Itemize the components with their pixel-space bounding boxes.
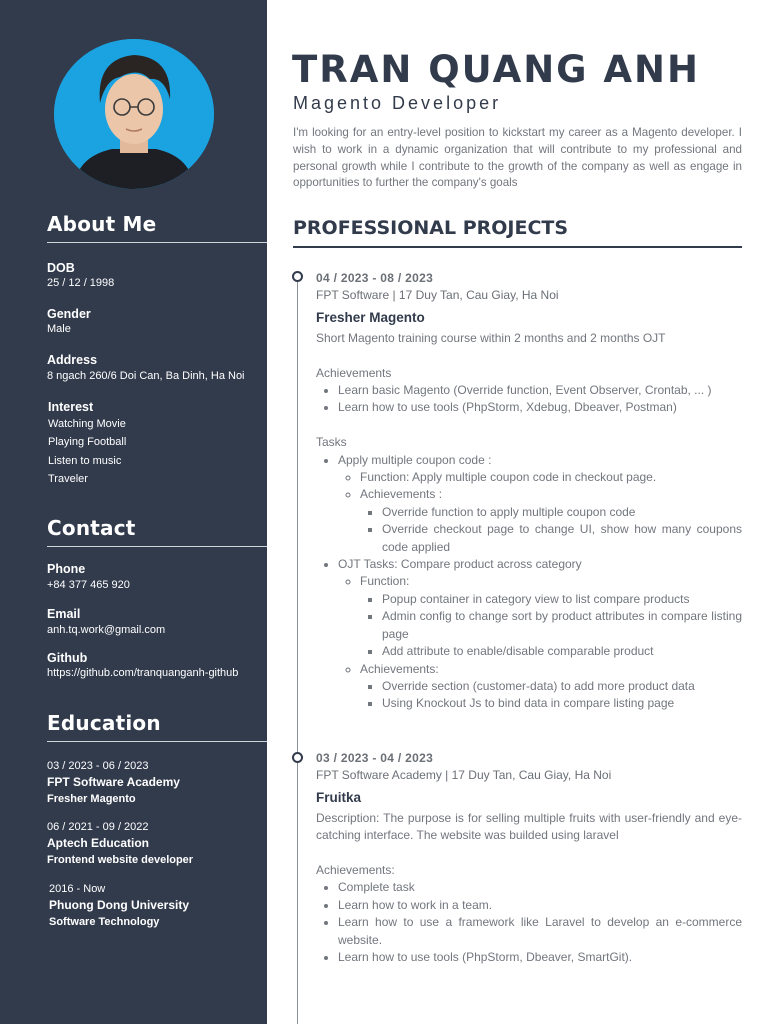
education-school: Phuong Dong University <box>49 898 190 912</box>
list-item: ▪ Admin config to change sort by product attributes in compare listing page <box>382 608 742 643</box>
sidebar <box>0 0 267 1024</box>
project-role: Fresher Magento <box>316 309 425 325</box>
timeline-dot-icon <box>292 752 303 763</box>
gender-value: Male <box>47 323 71 335</box>
list-item: • Learn how to use a framework like Laravel to develop an e-commerce website. <box>338 914 742 949</box>
list-item: ▪ Override section (customer-data) to add more product data <box>382 678 742 695</box>
tasks-label: Tasks <box>316 435 347 450</box>
gender-label: Gender <box>47 307 91 321</box>
timeline-dot-icon <box>292 271 303 282</box>
projects-divider <box>293 246 742 248</box>
interest-item: Listen to music <box>48 454 122 467</box>
email-link[interactable]: anh.tq.work@gmail.com <box>47 624 166 636</box>
project-date: 04 / 2023 - 08 / 2023 <box>316 271 434 285</box>
education-date: 06 / 2021 - 09 / 2022 <box>47 821 149 833</box>
project-description: Description: The purpose is for selling multiple fruits with user-friendly and eye-catching interface. The website was builded using laravel <box>316 810 742 843</box>
list-item: • Learn how to use tools (PhpStorm, Xdebug, Dbeaver, Postman) <box>338 399 742 416</box>
timeline-line <box>297 277 298 1024</box>
education-role: Frontend website developer <box>47 854 194 866</box>
achievements-label: Achievements <box>316 365 392 380</box>
phone-label: Phone <box>47 562 86 576</box>
dob-label: DOB <box>47 261 75 275</box>
education-role: Software Technology <box>49 916 160 928</box>
github-link[interactable]: https://github.com/tranquanganh-github <box>47 667 239 679</box>
list-item: • Learn how to work in a team. <box>338 897 742 914</box>
phone-value[interactable]: +84 377 465 920 <box>47 579 130 591</box>
candidate-name: TRAN QUANG ANH <box>292 48 700 91</box>
education-heading: Education <box>47 711 161 735</box>
email-label: Email <box>47 607 81 621</box>
list-item: • Learn how to use tools (PhpStorm, Dbeaver, SmartGit). <box>338 949 742 966</box>
sub-label: Achievements: <box>360 661 439 676</box>
list-item: ◦ Function: Apply multiple coupon code in checkout page. <box>360 469 742 486</box>
list-item: ▪ Popup container in category view to list compare products <box>382 591 742 608</box>
interest-label: Interest <box>48 400 94 414</box>
tasks-list <box>316 452 742 713</box>
list-item <box>360 661 742 713</box>
education-item <box>47 820 262 869</box>
list-item: ▪ Add attribute to enable/disable comparable product <box>382 643 742 660</box>
list-item: • Learn basic Magento (Override function, Event Observer, Crontab, ... ) <box>338 382 742 399</box>
education-divider <box>47 741 267 742</box>
dob-value: 25 / 12 / 1998 <box>47 277 115 289</box>
education-school: FPT Software Academy <box>47 775 180 789</box>
address-value: 8 ngach 260/6 Doi Can, Ba Dinh, Ha Noi <box>47 370 245 382</box>
about-heading: About Me <box>47 212 157 236</box>
list-item <box>338 452 742 556</box>
achievements-list <box>316 879 742 966</box>
project-entry <box>316 270 742 713</box>
project-date: 03 / 2023 - 04 / 2023 <box>316 751 434 765</box>
project-role: Fruitka <box>316 789 362 805</box>
contact-heading: Contact <box>47 516 136 540</box>
list-item: ▪ Using Knockout Js to bind data in compare listing page <box>382 695 742 712</box>
interest-item: Traveler <box>48 472 88 485</box>
list-item <box>338 556 742 713</box>
achievements-label: Achievements: <box>316 863 395 878</box>
list-item: ▪ Override checkout page to change UI, show how many coupons code applied <box>382 521 742 556</box>
sub-label: Achievements : <box>360 487 443 502</box>
about-divider <box>47 242 267 243</box>
job-title: Magento Developer <box>293 93 502 113</box>
project-company: FPT Software | 17 Duy Tan, Cau Giay, Ha Noi <box>316 288 559 303</box>
summary-text: I'm looking for an entry-level position to kickstart my career as a Magento developer. I wish to work in a dynamic organization that will contribute to my professional and personal growth while I contribute to the growth of the company as well as engage in opportunities to further the company's goals <box>293 126 742 190</box>
project-description: Short Magento training course within 2 months and 2 months OJT <box>316 330 666 345</box>
sub-label: Function: <box>360 574 410 589</box>
projects-heading: PROFESSIONAL PROJECTS <box>293 217 569 239</box>
interest-item: Playing Football <box>48 436 127 449</box>
education-school: Aptech Education <box>47 836 150 850</box>
education-role: Fresher Magento <box>47 793 136 805</box>
project-company: FPT Software Academy | 17 Duy Tan, Cau Giay, Ha Noi <box>316 768 612 783</box>
task-title: OJT Tasks: Compare product across category <box>338 557 582 572</box>
education-date: 2016 - Now <box>49 883 106 895</box>
list-item <box>360 486 742 556</box>
list-item <box>360 573 742 660</box>
contact-divider <box>47 546 267 547</box>
education-date: 03 / 2023 - 06 / 2023 <box>47 760 149 772</box>
profile-photo <box>54 39 214 189</box>
achievements-list <box>316 382 742 417</box>
interest-item: Watching Movie <box>48 418 126 430</box>
list-item: ▪ Override function to apply multiple coupon code <box>382 504 742 521</box>
education-item <box>47 759 262 808</box>
interest-list <box>48 415 126 488</box>
address-label: Address <box>47 353 98 367</box>
github-label: Github <box>47 651 88 665</box>
project-entry <box>316 750 742 966</box>
list-item: • Complete task <box>338 879 742 896</box>
task-title: Apply multiple coupon code : <box>338 452 492 467</box>
education-item <box>49 882 264 931</box>
person-photo-icon <box>54 39 214 189</box>
